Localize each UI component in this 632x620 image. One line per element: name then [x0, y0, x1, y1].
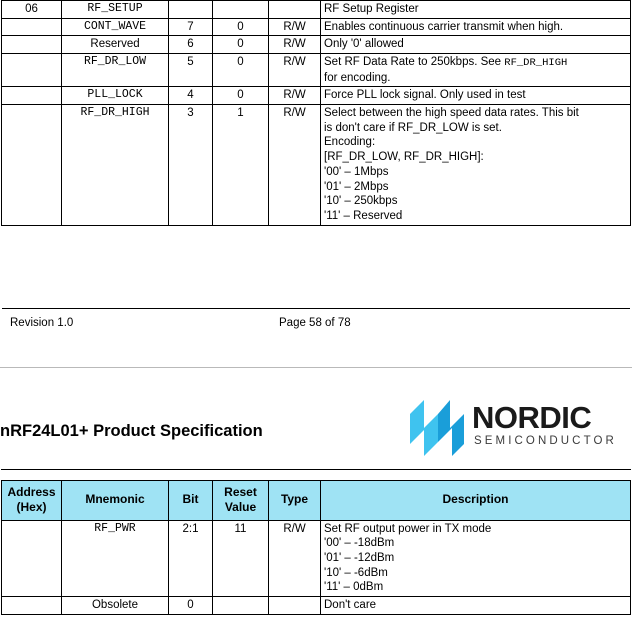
rf-pwr-register-table [1, 480, 631, 615]
nordic-logo-mark-icon [408, 400, 466, 456]
cell-address [2, 18, 62, 36]
table-row [2, 18, 631, 36]
cell-bit: 5 [169, 54, 213, 87]
desc-line: '10' – -6dBm [324, 566, 388, 579]
cell-mnemonic: RF_DR_LOW [62, 54, 169, 87]
cell-type: R/W [269, 105, 321, 226]
cell-type: R/W [269, 54, 321, 87]
desc-line: '01' – 2Mbps [324, 180, 389, 193]
cell-reset [213, 597, 269, 615]
cell-bit: 0 [169, 597, 213, 615]
column-header-reset [213, 480, 269, 520]
desc-line: Set RF output power in TX mode [324, 522, 492, 535]
cell-type: R/W [269, 18, 321, 36]
table-row [2, 87, 631, 105]
table-row [2, 520, 631, 597]
desc-line: '11' – Reserved [324, 210, 403, 223]
cell-bit: 3 [169, 105, 213, 226]
cell-reset: 0 [213, 18, 269, 36]
cell-bit: 6 [169, 36, 213, 54]
rf-setup-register-table [1, 0, 631, 226]
table-row [2, 36, 631, 54]
cell-reset: 0 [213, 54, 269, 87]
cell-mnemonic: Obsolete [62, 597, 169, 615]
cell-address [2, 597, 62, 615]
cell-reset: 0 [213, 87, 269, 105]
desc-line: '00' – -18dBm [324, 537, 395, 550]
nordic-wordmark: NORDIC [472, 399, 592, 435]
page-number-label: Page 58 of 78 [279, 316, 351, 329]
column-header-reset-line1: Reset [224, 484, 257, 499]
revision-label: Revision 1.0 [10, 316, 74, 329]
desc-line: is don't care if RF_DR_LOW is set. [324, 121, 502, 134]
cell-address [2, 36, 62, 54]
document-header [0, 392, 632, 467]
cell-address [2, 54, 62, 87]
column-header-address [2, 480, 62, 520]
column-header-description: Description [321, 480, 631, 520]
page-footer [2, 309, 630, 337]
cell-type: R/W [269, 87, 321, 105]
cell-description: Only '0' allowed [321, 36, 631, 54]
desc-line: '10' – 250kbps [324, 195, 398, 208]
cell-bit [169, 1, 213, 19]
column-header-address-line1: Address [7, 484, 56, 499]
cell-type [269, 1, 321, 19]
desc-line: '11' – 0dBm [324, 581, 384, 594]
table-row [2, 597, 631, 615]
desc-line: for encoding. [324, 71, 391, 84]
desc-mnemonic-reference: RF_DR_HIGH [504, 57, 568, 70]
cell-mnemonic: PLL_LOCK [62, 87, 169, 105]
cell-reset: 1 [213, 105, 269, 226]
cell-type: R/W [269, 520, 321, 597]
cell-mnemonic: Reserved [62, 36, 169, 54]
cell-type [269, 597, 321, 615]
header-table-spacer [0, 470, 632, 480]
cell-description [321, 54, 631, 87]
cell-address [2, 87, 62, 105]
cell-reset: 0 [213, 36, 269, 54]
page-title: nRF24L01+ Product Specification [0, 421, 263, 440]
table-row [2, 54, 631, 87]
table-row [2, 105, 631, 226]
cell-reset [213, 1, 269, 19]
cell-description [321, 520, 631, 597]
cell-mnemonic: RF_PWR [62, 520, 169, 597]
desc-line: Encoding: [324, 136, 376, 149]
page-top-edge [0, 367, 632, 368]
cell-description: Don't care [321, 597, 631, 615]
table-row [2, 1, 631, 19]
cell-mnemonic: CONT_WAVE [62, 18, 169, 36]
cell-bit: 4 [169, 87, 213, 105]
column-header-reset-line2: Value [224, 500, 257, 515]
cell-bit: 7 [169, 18, 213, 36]
desc-line [324, 55, 627, 70]
desc-line: '00' – 1Mbps [324, 165, 389, 178]
page-break-gap [0, 337, 632, 367]
cell-mnemonic: RF_SETUP [62, 1, 169, 19]
table-header-row [2, 480, 631, 520]
cell-reset: 11 [213, 520, 269, 597]
cell-description: Force PLL lock signal. Only used in test [321, 87, 631, 105]
desc-line: Select between the high speed data rates. This bit [324, 107, 579, 120]
cell-bit: 2:1 [169, 520, 213, 597]
column-header-mnemonic: Mnemonic [62, 480, 169, 520]
cell-description: RF Setup Register [321, 1, 631, 19]
column-header-type: Type [269, 480, 321, 520]
column-header-bit: Bit [169, 480, 213, 520]
cell-address [2, 520, 62, 597]
cell-type: R/W [269, 36, 321, 54]
desc-line: '01' – -12dBm [324, 551, 395, 564]
cell-address [2, 105, 62, 226]
column-header-address-line2: (Hex) [16, 500, 47, 515]
cell-mnemonic: RF_DR_HIGH [62, 105, 169, 226]
nordic-logo-text [472, 399, 617, 448]
desc-line: [RF_DR_LOW, RF_DR_HIGH]: [324, 151, 484, 164]
cell-address: 06 [2, 1, 62, 19]
nordic-subtitle: SEMICONDUCTOR [474, 434, 617, 447]
desc-text-a: Set RF Data Rate to 250kbps. See RF_DR_HIGH [324, 56, 568, 70]
cell-description: Enables continuous carrier transmit when high. [321, 18, 631, 36]
cell-description [321, 105, 631, 226]
nordic-logo [408, 398, 628, 460]
